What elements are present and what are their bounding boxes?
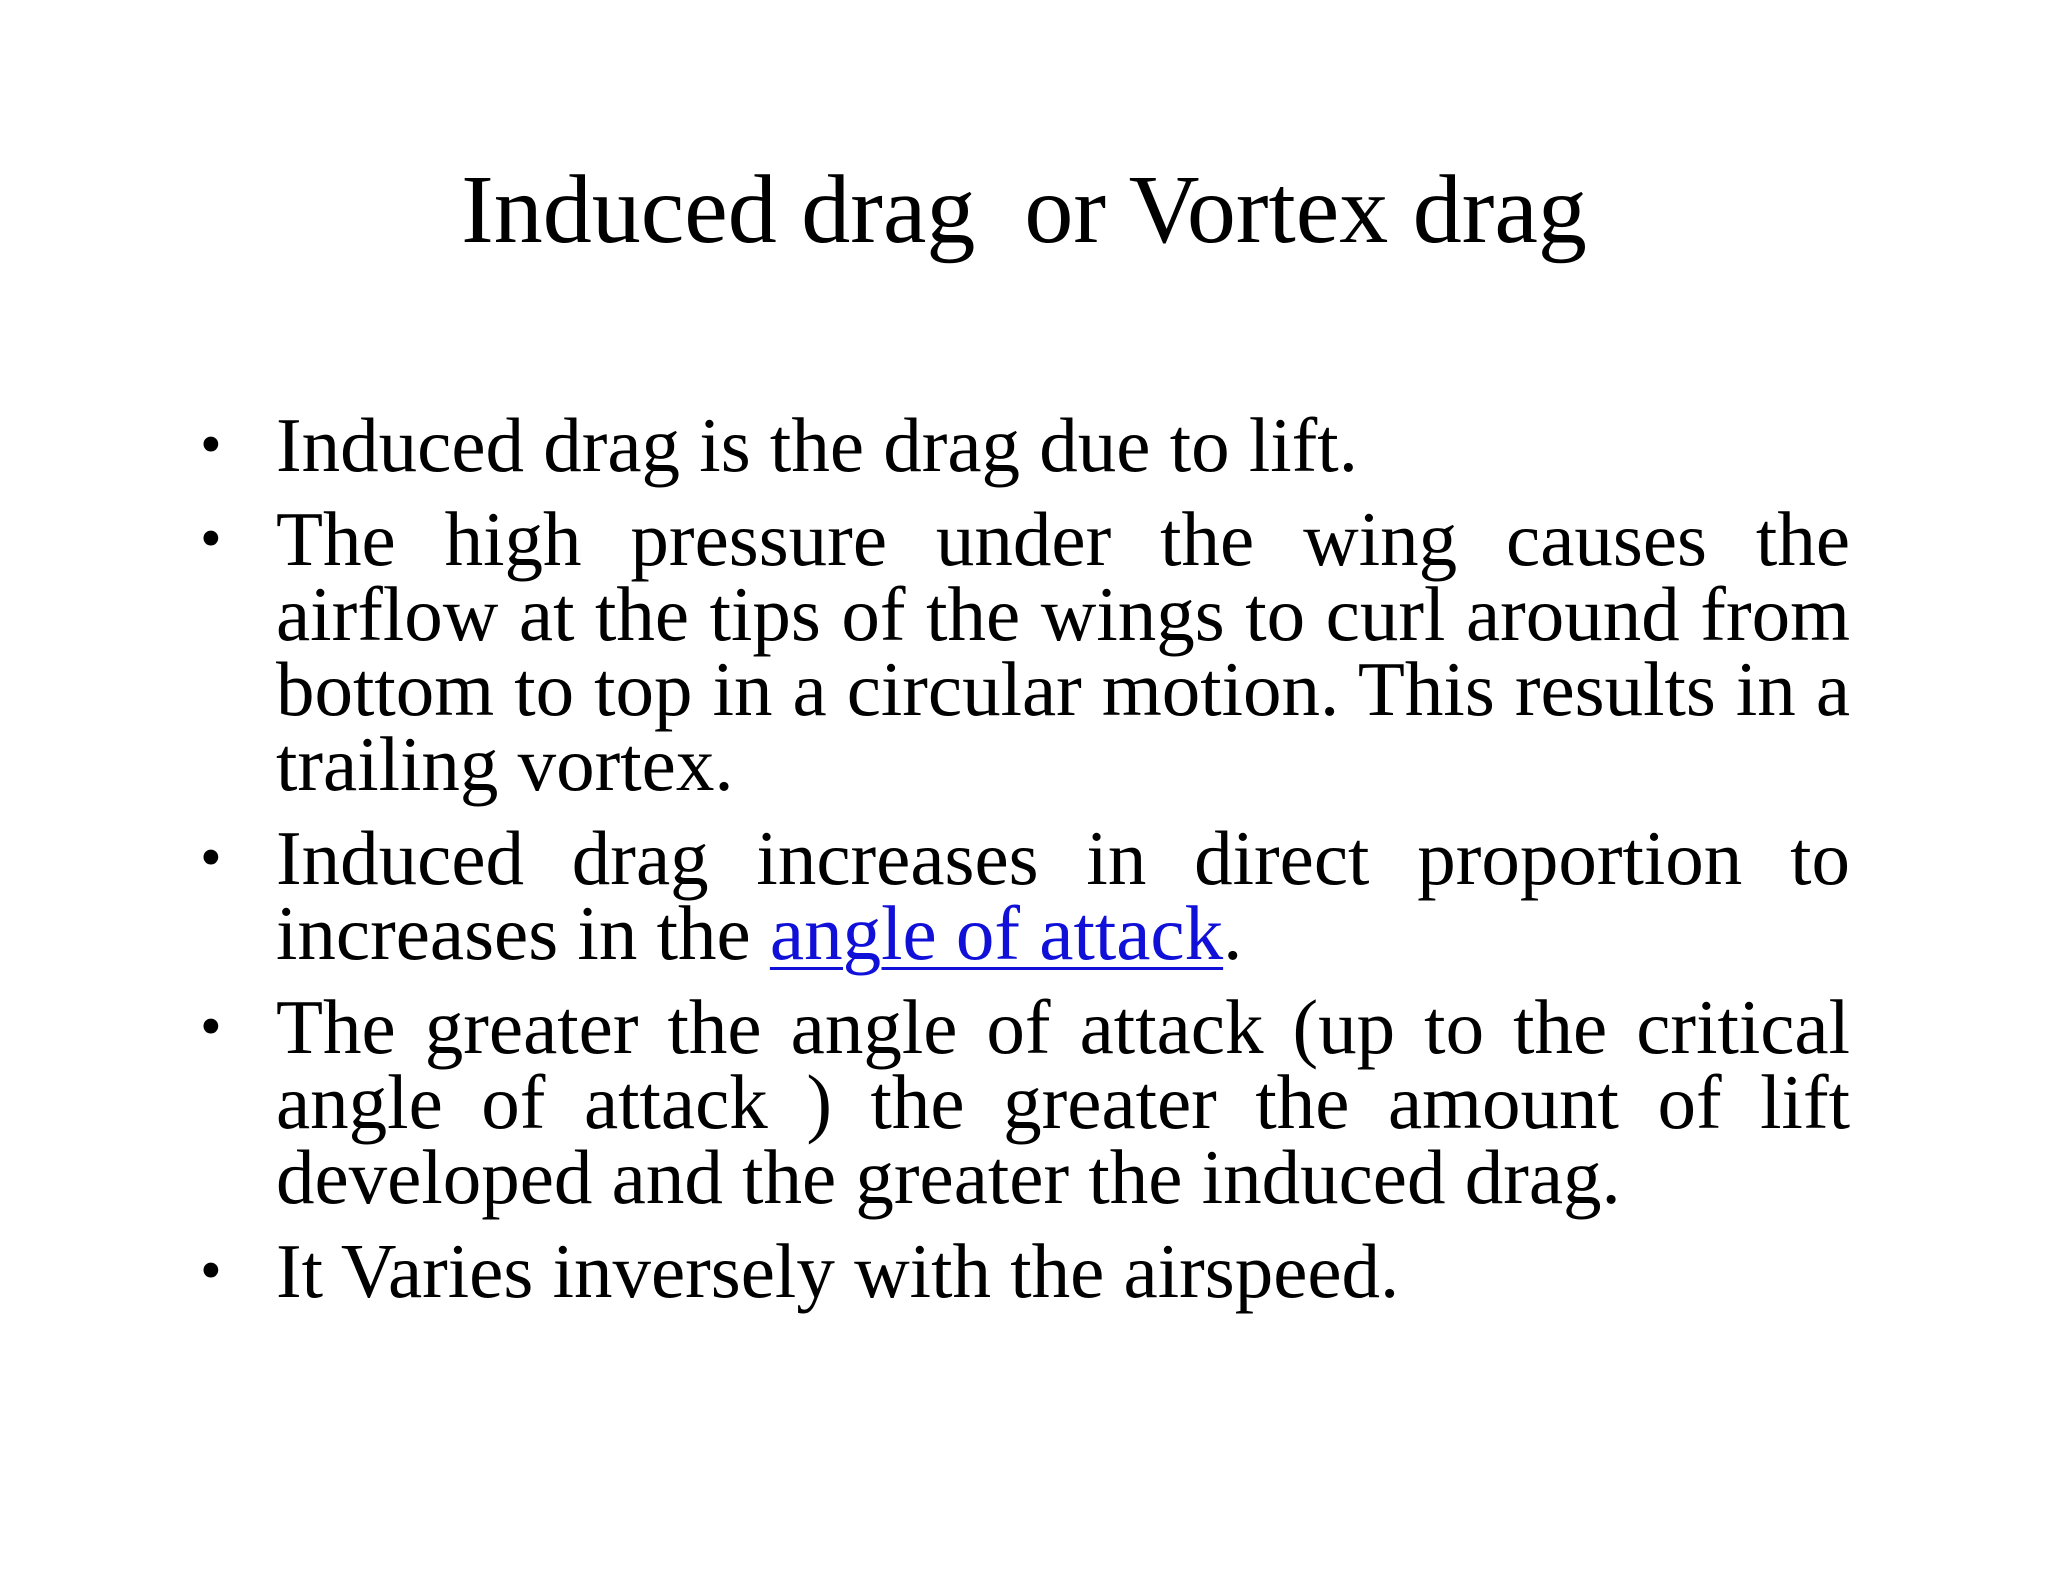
bullet-text-3-after: . <box>1223 890 1243 976</box>
bullet-item-5 <box>200 1228 1850 1314</box>
bullet-dot-icon: • <box>200 993 222 1061</box>
slide-title: Induced drag or Vortex drag <box>461 156 1587 264</box>
bullet-text-1: Induced drag is the drag due to lift. <box>276 402 1358 488</box>
bullet-dot-icon: • <box>200 505 222 573</box>
bullet-item-3 <box>200 815 1850 976</box>
bullet-item-4 <box>200 984 1850 1220</box>
bullet-dot-icon: • <box>200 1237 222 1305</box>
bullet-item-2 <box>200 496 1850 807</box>
bullet-list <box>200 402 1850 1328</box>
bullet-dot-icon: • <box>200 824 222 892</box>
bullet-text-4: The greater the angle of attack (up to the critical angle of attack ) the greater the amount of lift developed and the greater the induced drag. <box>276 984 1850 1220</box>
bullet-text-2: The high pressure under the wing causes the airflow at the tips of the wings to curl around from bottom to top in a circular motion. This results in a trailing vortex. <box>276 496 1850 807</box>
bullet-text-5: It Varies inversely with the airspeed. <box>276 1228 1400 1314</box>
bullet-text-3-before: Induced drag increases in direct proportion to increases in the <box>276 815 1850 976</box>
bullet-dot-icon: • <box>200 411 222 479</box>
bullet-item-1 <box>200 402 1850 488</box>
angle-of-attack-link[interactable]: angle of attack <box>769 890 1224 976</box>
